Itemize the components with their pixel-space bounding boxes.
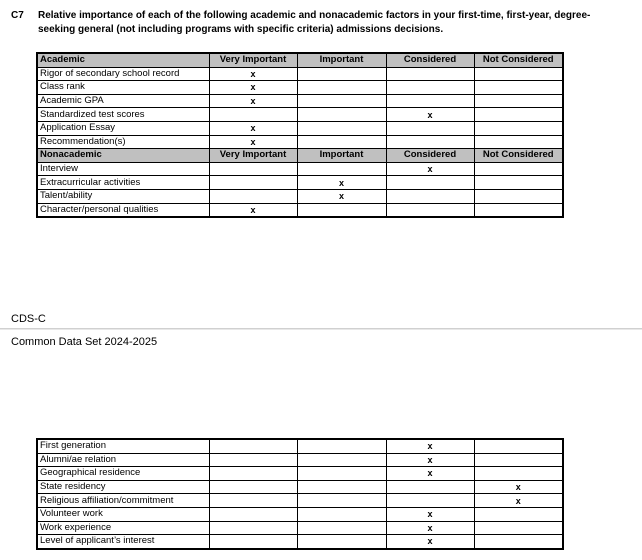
page-break-divider bbox=[0, 328, 642, 330]
table-row bbox=[37, 67, 563, 81]
rating-mark bbox=[297, 67, 386, 81]
rating-mark bbox=[297, 494, 386, 508]
table-row bbox=[37, 467, 563, 481]
factors-table-page-2 bbox=[36, 438, 564, 550]
rating-mark bbox=[297, 203, 386, 217]
rating-mark bbox=[386, 94, 474, 108]
factor-label: Recommendation(s) bbox=[37, 135, 209, 149]
rating-mark bbox=[474, 135, 563, 149]
factor-label: Volunteer work bbox=[37, 507, 209, 521]
rating-mark: x bbox=[386, 453, 474, 467]
rating-mark bbox=[386, 176, 474, 190]
column-header: Not Considered bbox=[474, 53, 563, 67]
column-header: Not Considered bbox=[474, 149, 563, 163]
rating-mark bbox=[386, 203, 474, 217]
rating-mark: x bbox=[209, 203, 297, 217]
rating-mark bbox=[297, 507, 386, 521]
rating-mark: x bbox=[209, 81, 297, 95]
factor-label: Character/personal qualities bbox=[37, 203, 209, 217]
rating-mark: x bbox=[386, 507, 474, 521]
factor-label: Application Essay bbox=[37, 121, 209, 135]
rating-mark bbox=[386, 81, 474, 95]
rating-mark: x bbox=[297, 189, 386, 203]
factor-label: Class rank bbox=[37, 81, 209, 95]
rating-mark bbox=[297, 439, 386, 453]
rating-mark bbox=[474, 81, 563, 95]
rating-mark: x bbox=[209, 67, 297, 81]
rating-mark bbox=[209, 453, 297, 467]
rating-mark bbox=[386, 121, 474, 135]
rating-mark bbox=[209, 467, 297, 481]
rating-mark bbox=[209, 494, 297, 508]
rating-mark bbox=[209, 480, 297, 494]
question-number: C7 bbox=[11, 10, 24, 21]
rating-mark bbox=[297, 521, 386, 535]
table-row bbox=[37, 203, 563, 217]
rating-mark bbox=[297, 81, 386, 95]
rating-mark bbox=[209, 507, 297, 521]
rating-mark bbox=[474, 203, 563, 217]
rating-mark: x bbox=[474, 494, 563, 508]
rating-mark: x bbox=[297, 176, 386, 190]
table-row bbox=[37, 94, 563, 108]
factor-label: Academic GPA bbox=[37, 94, 209, 108]
table-row bbox=[37, 439, 563, 453]
rating-mark: x bbox=[386, 162, 474, 176]
section-code: CDS-C bbox=[11, 313, 46, 325]
table-row bbox=[37, 81, 563, 95]
factor-label: Talent/ability bbox=[37, 189, 209, 203]
factor-label: Geographical residence bbox=[37, 467, 209, 481]
rating-mark bbox=[386, 67, 474, 81]
factor-label: Work experience bbox=[37, 521, 209, 535]
rating-mark bbox=[474, 521, 563, 535]
rating-mark bbox=[474, 94, 563, 108]
table-row bbox=[37, 535, 563, 549]
table-row bbox=[37, 176, 563, 190]
rating-mark bbox=[474, 453, 563, 467]
column-header: Important bbox=[297, 53, 386, 67]
column-header: Considered bbox=[386, 149, 474, 163]
rating-mark: x bbox=[209, 121, 297, 135]
table-row bbox=[37, 162, 563, 176]
page-header-title: Common Data Set 2024-2025 bbox=[11, 336, 158, 348]
rating-mark bbox=[474, 535, 563, 549]
factor-label: First generation bbox=[37, 439, 209, 453]
factor-label: Extracurricular activities bbox=[37, 176, 209, 190]
table-row bbox=[37, 453, 563, 467]
rating-mark bbox=[474, 439, 563, 453]
rating-mark: x bbox=[209, 94, 297, 108]
factor-label: State residency bbox=[37, 480, 209, 494]
table-row bbox=[37, 480, 563, 494]
rating-mark bbox=[474, 67, 563, 81]
rating-mark bbox=[474, 108, 563, 122]
table-row bbox=[37, 135, 563, 149]
column-header: Very Important bbox=[209, 149, 297, 163]
rating-mark bbox=[474, 176, 563, 190]
group-label: Academic bbox=[37, 53, 209, 67]
rating-mark bbox=[474, 507, 563, 521]
rating-mark bbox=[474, 467, 563, 481]
factor-label: Alumni/ae relation bbox=[37, 453, 209, 467]
factor-label: Interview bbox=[37, 162, 209, 176]
factor-label: Rigor of secondary school record bbox=[37, 67, 209, 81]
rating-mark bbox=[297, 453, 386, 467]
rating-mark: x bbox=[386, 535, 474, 549]
rating-mark bbox=[386, 135, 474, 149]
rating-mark bbox=[474, 162, 563, 176]
rating-mark bbox=[209, 439, 297, 453]
column-header: Considered bbox=[386, 53, 474, 67]
rating-mark bbox=[386, 480, 474, 494]
factor-label: Level of applicant’s interest bbox=[37, 535, 209, 549]
rating-mark: x bbox=[386, 108, 474, 122]
rating-mark bbox=[474, 189, 563, 203]
rating-mark: x bbox=[209, 135, 297, 149]
table-header-row bbox=[37, 53, 563, 67]
rating-mark bbox=[209, 535, 297, 549]
table-row bbox=[37, 494, 563, 508]
rating-mark bbox=[209, 189, 297, 203]
rating-mark bbox=[297, 162, 386, 176]
rating-mark bbox=[474, 121, 563, 135]
rating-mark bbox=[297, 467, 386, 481]
rating-mark bbox=[209, 176, 297, 190]
table-header-row bbox=[37, 149, 563, 163]
column-header: Important bbox=[297, 149, 386, 163]
table-row bbox=[37, 108, 563, 122]
rating-mark bbox=[297, 121, 386, 135]
rating-mark: x bbox=[386, 467, 474, 481]
rating-mark bbox=[297, 94, 386, 108]
rating-mark: x bbox=[386, 521, 474, 535]
factor-label: Religious affiliation/commitment bbox=[37, 494, 209, 508]
rating-mark bbox=[386, 494, 474, 508]
question-text: Relative importance of each of the following academic and nonacademic factors in your first-time, first-year, degree-seeking general (not including programs with specific criteria) admissions decisions. bbox=[38, 10, 591, 35]
column-header: Very Important bbox=[209, 53, 297, 67]
rating-mark bbox=[209, 162, 297, 176]
rating-mark bbox=[297, 480, 386, 494]
rating-mark bbox=[297, 108, 386, 122]
rating-mark: x bbox=[474, 480, 563, 494]
factors-table-page-1 bbox=[36, 52, 564, 218]
table-row bbox=[37, 121, 563, 135]
table-row bbox=[37, 507, 563, 521]
rating-mark bbox=[297, 135, 386, 149]
rating-mark: x bbox=[386, 439, 474, 453]
group-label: Nonacademic bbox=[37, 149, 209, 163]
rating-mark bbox=[297, 535, 386, 549]
rating-mark bbox=[209, 521, 297, 535]
factor-label: Standardized test scores bbox=[37, 108, 209, 122]
rating-mark bbox=[386, 189, 474, 203]
rating-mark bbox=[209, 108, 297, 122]
table-row bbox=[37, 189, 563, 203]
table-row bbox=[37, 521, 563, 535]
